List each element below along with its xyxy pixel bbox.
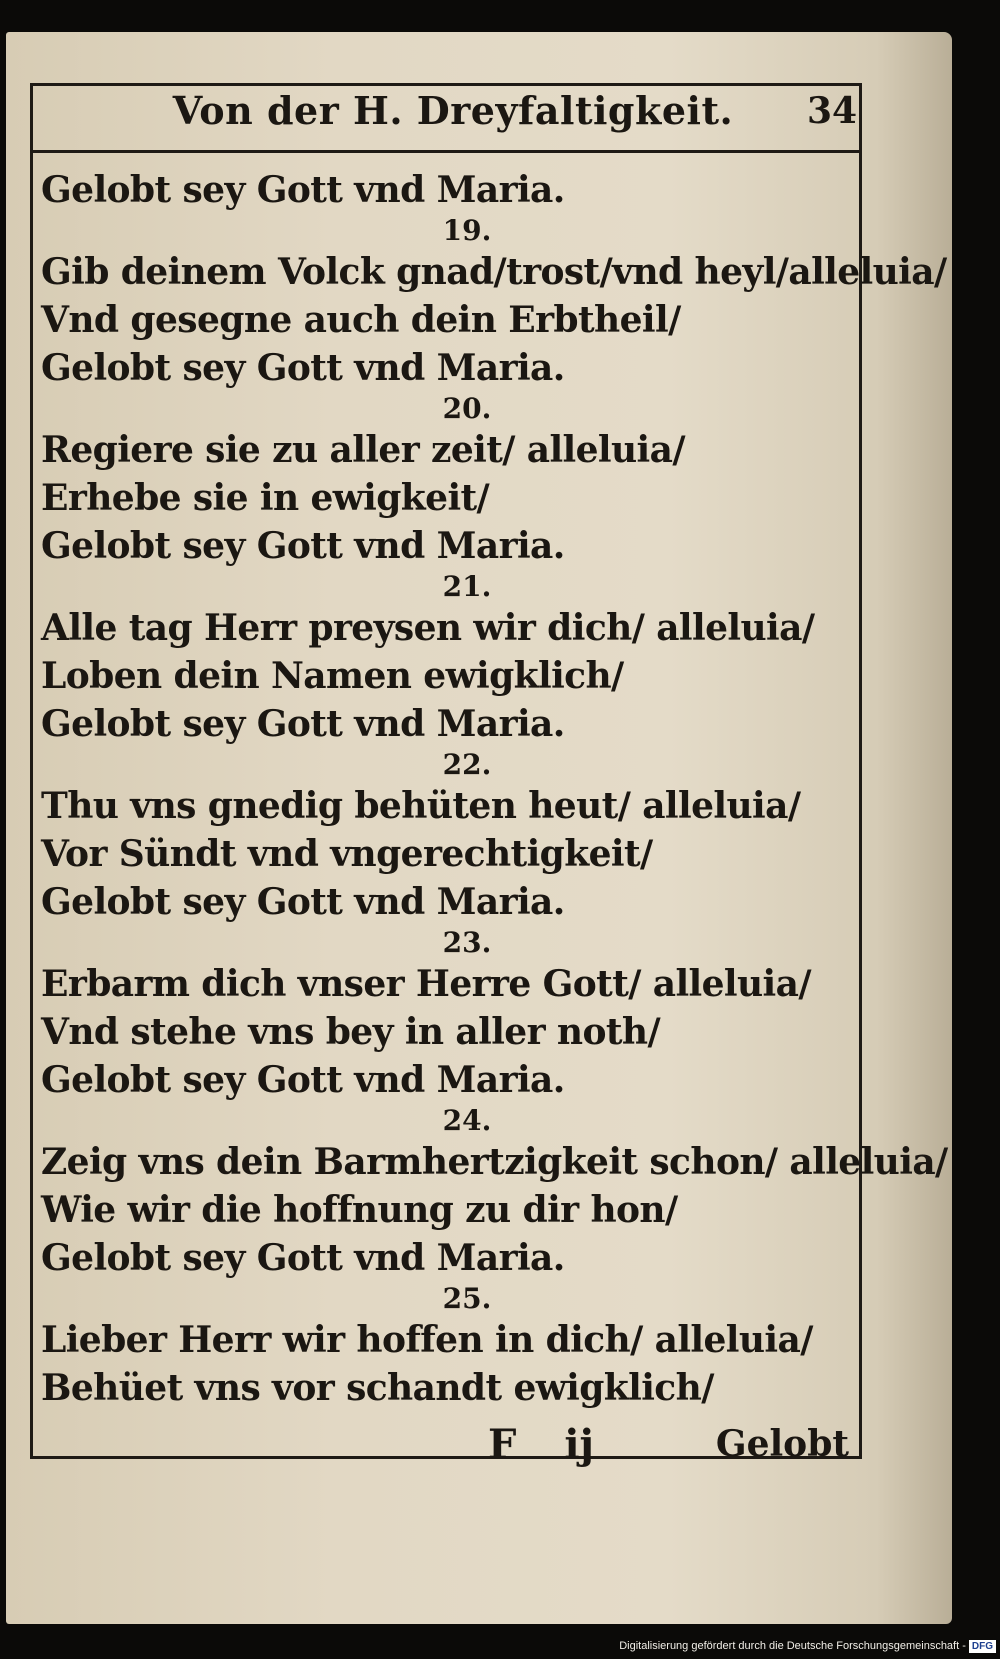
stanza-number: 20.	[442, 392, 492, 425]
stanza-number: 23.	[442, 926, 492, 959]
verse-line: Gelobt sey Gott vnd Maria.	[41, 881, 565, 923]
hymn-text	[41, 166, 948, 1426]
verse-line: Behüet vns vor schandt ewigklich/	[41, 1367, 714, 1409]
verse-line: Gelobt sey Gott vnd Maria.	[41, 1237, 565, 1279]
stanza-number: 21.	[442, 570, 492, 603]
stanza-number: 25.	[442, 1282, 492, 1315]
verse-line: Loben dein Namen ewigklich/	[41, 655, 624, 697]
dfg-logo: DFG	[969, 1640, 996, 1653]
page-number: 34	[807, 90, 858, 132]
verse-line: Thu vns gnedig behüten heut/ alleluia/	[41, 785, 801, 827]
page-footer	[33, 1421, 859, 1471]
verse-line: Erhebe sie in ewigkeit/	[41, 477, 490, 519]
running-head	[33, 86, 859, 153]
stanza-number: 22.	[442, 748, 492, 781]
verse-line: Gib deinem Volck gnad/trost/vnd heyl/alleluia/	[41, 251, 947, 293]
signature-mark: F ij	[488, 1421, 594, 1468]
stanza-number: 19.	[442, 214, 492, 247]
verse-line: Gelobt sey Gott vnd Maria.	[41, 347, 565, 389]
verse-line: Vnd stehe vns bey in aller noth/	[41, 1011, 661, 1053]
credit-text: Digitalisierung gefördert durch die Deutsche Forschungsgemeinschaft -	[619, 1640, 966, 1652]
verse-line: Vnd gesegne auch dein Erbtheil/	[41, 299, 681, 341]
book-page	[6, 32, 952, 1624]
verse-line: Erbarm dich vnser Herre Gott/ alleluia/	[41, 963, 811, 1005]
verse-line: Zeig vns dein Barmhertzigkeit schon/ alleluia/	[41, 1141, 948, 1183]
verse-line: Alle tag Herr preysen wir dich/ alleluia/	[41, 607, 815, 649]
verse-line: Regiere sie zu aller zeit/ alleluia/	[41, 429, 685, 471]
catchword: Gelobt	[715, 1423, 849, 1465]
digitization-credit	[600, 1637, 996, 1655]
page-frame	[30, 83, 948, 1468]
verse-line: Vor Sündt vnd vngerechtigkeit/	[41, 833, 653, 875]
verse-line: Gelobt sey Gott vnd Maria.	[41, 169, 565, 211]
verse-line: Lieber Herr wir hoffen in dich/ alleluia/	[41, 1319, 813, 1361]
running-head-title: Von der H. Dreyfaltigkeit.	[172, 88, 734, 133]
verse-line: Gelobt sey Gott vnd Maria.	[41, 525, 565, 567]
verse-line: Gelobt sey Gott vnd Maria.	[41, 1059, 565, 1101]
verse-line: Wie wir die hoffnung zu dir hon/	[41, 1189, 678, 1231]
verse-line: Gelobt sey Gott vnd Maria.	[41, 703, 565, 745]
stanza-number: 24.	[442, 1104, 492, 1137]
